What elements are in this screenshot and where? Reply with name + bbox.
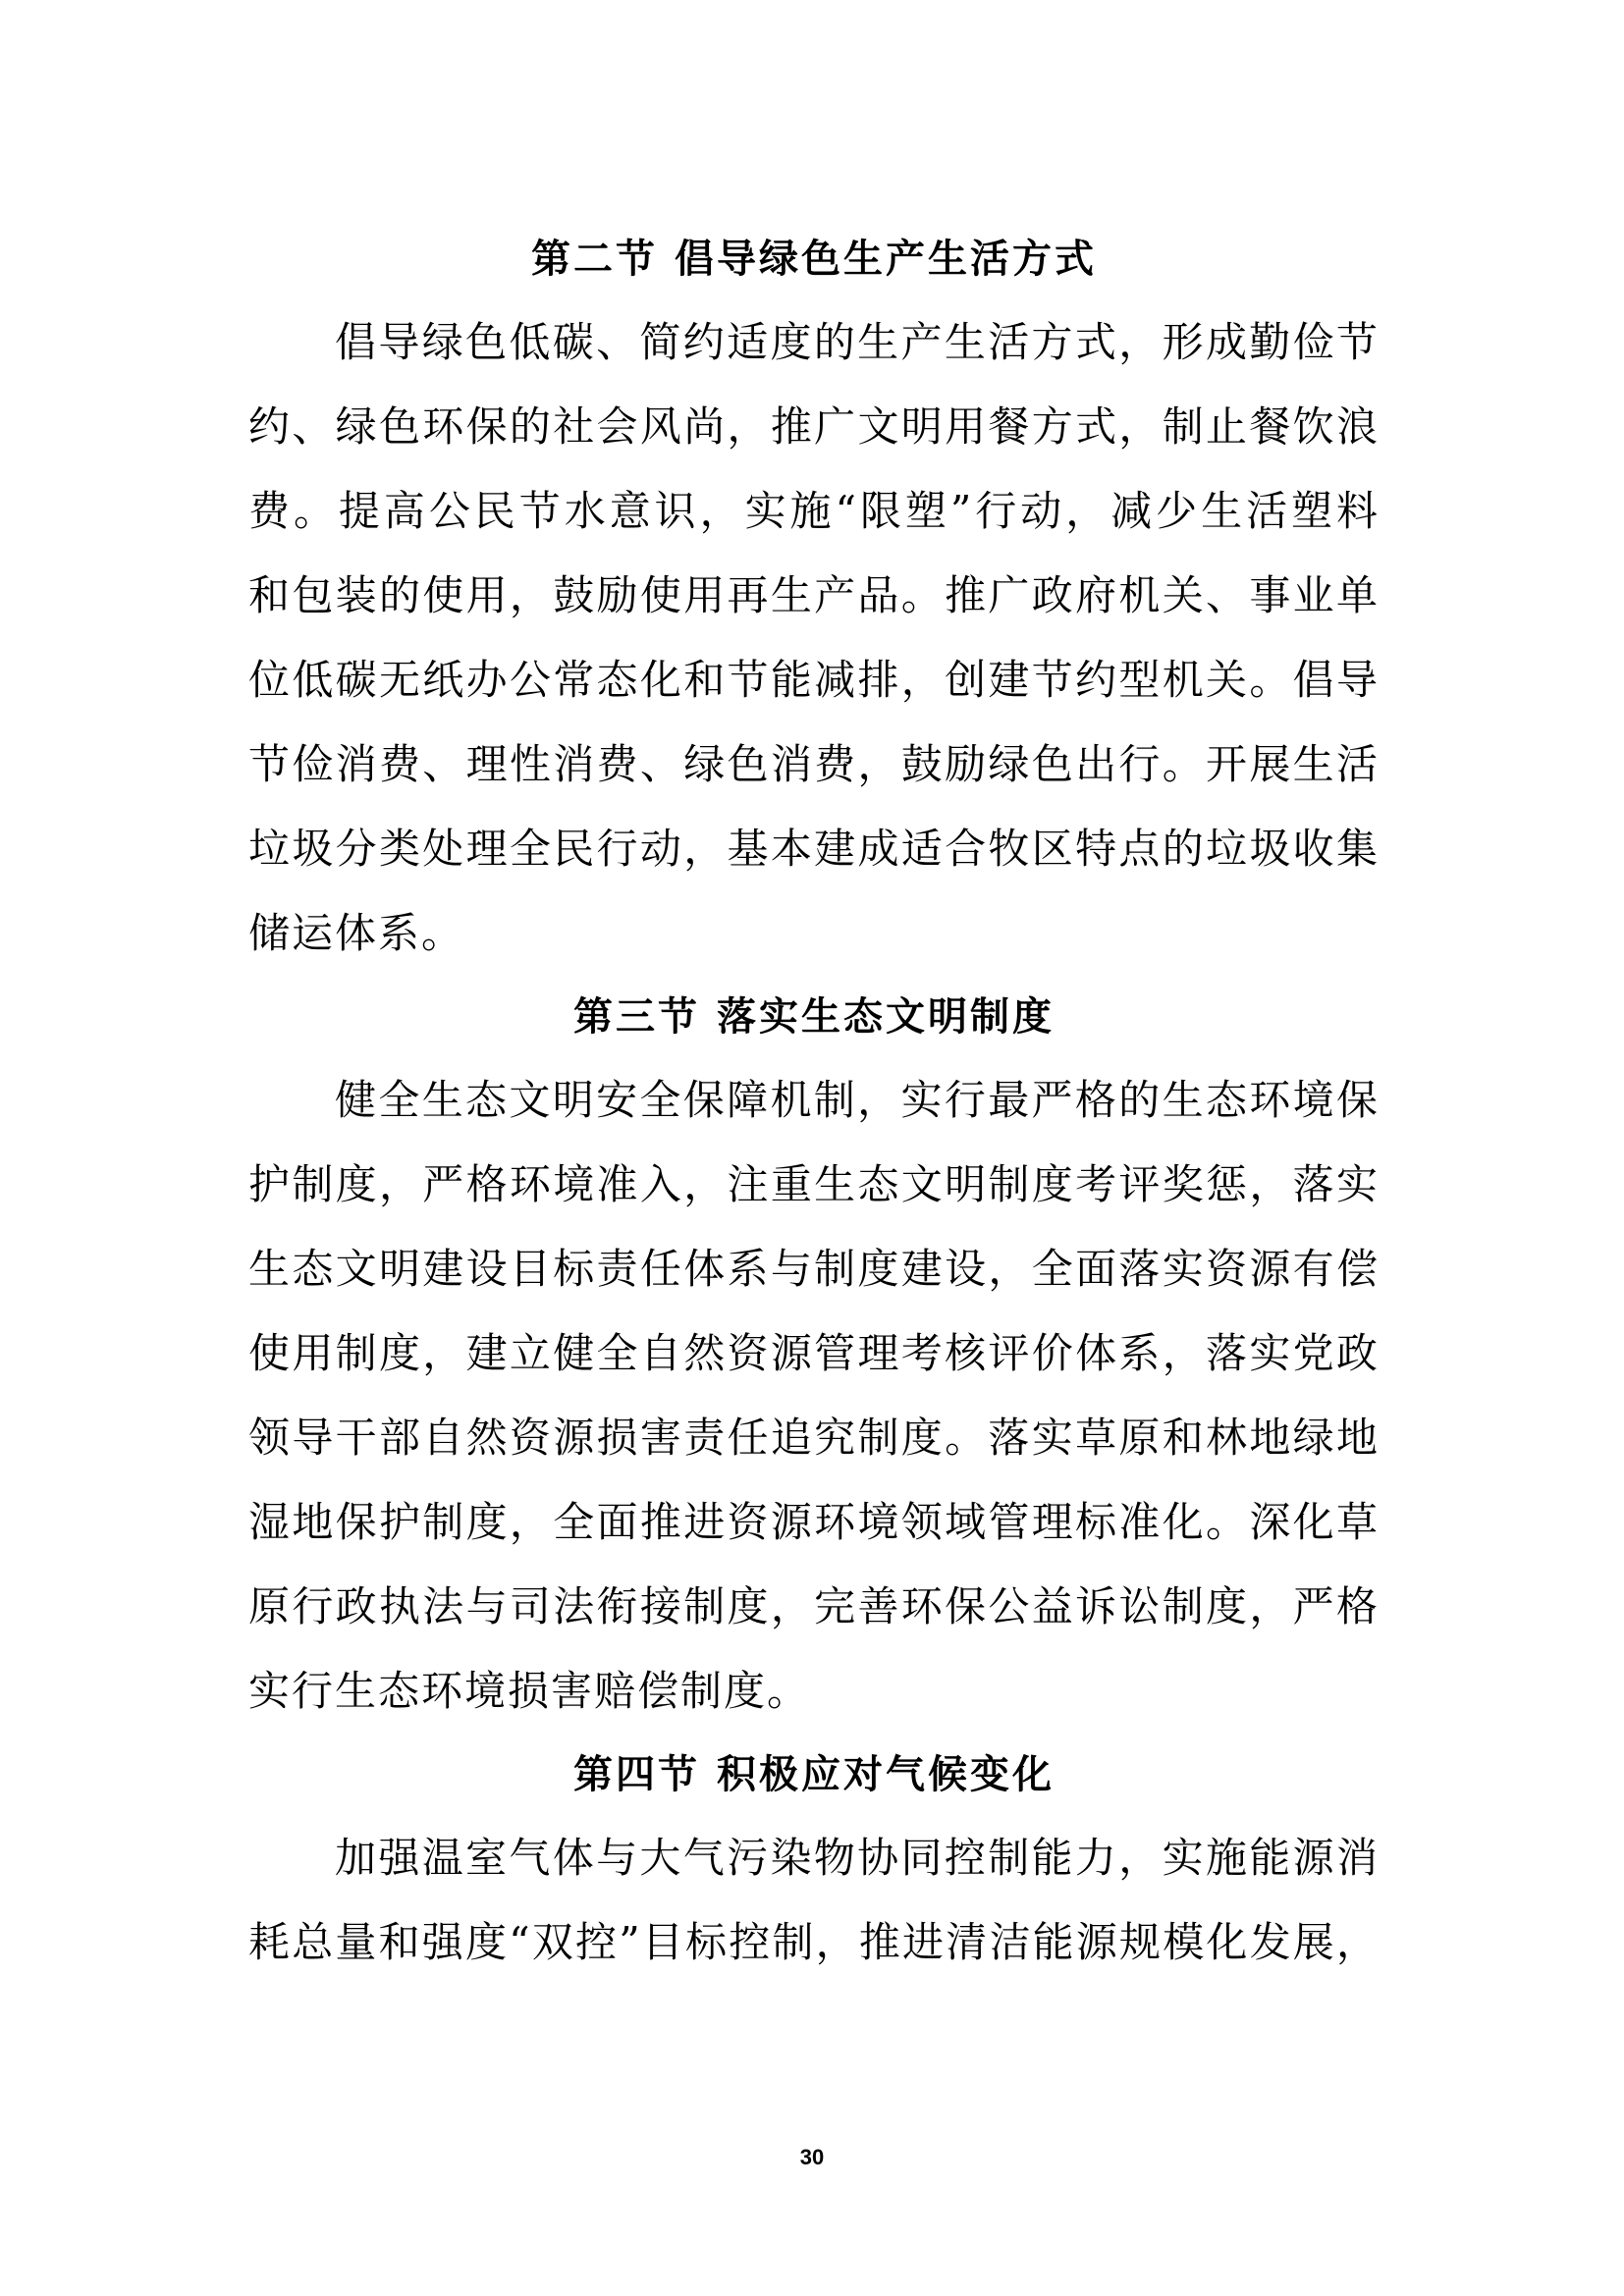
- paragraph-climate-change: [248, 1816, 1380, 1985]
- text-line: 耗总量和强度“双控”目标控制，推进清洁能源规模化发展，: [248, 1918, 1380, 1966]
- text-line: 生态文明建设目标责任体系与制度建设，全面落实资源有偿: [248, 1245, 1380, 1293]
- text-line: 使用制度，建立健全自然资源管理考核评价体系，落实党政: [248, 1329, 1380, 1377]
- text-line: 约、绿色环保的社会风尚，推广文明用餐方式，制止餐饮浪: [248, 402, 1380, 451]
- text-line: 垃圾分类处理全民行动，基本建成适合牧区特点的垃圾收集: [248, 825, 1380, 873]
- paragraph-green-lifestyle: [248, 300, 1380, 976]
- text-line: 护制度，严格环境准入，注重生态文明制度考评奖惩，落实: [248, 1160, 1380, 1208]
- text-line: 健全生态文明安全保障机制，实行最严格的生态环境保: [335, 1076, 1380, 1124]
- text-line: 和包装的使用，鼓励使用再生产品。推广政府机关、事业单: [248, 571, 1380, 619]
- text-line: 湿地保护制度，全面推进资源环境领域管理标准化。深化草: [248, 1498, 1380, 1546]
- text-line: 实行生态环境损害赔偿制度。: [248, 1667, 811, 1715]
- text-line: 储运体系。: [248, 909, 465, 957]
- section-heading-4: 第四节 积极应对气候变化: [573, 1752, 1055, 1797]
- page-number: 30: [799, 2145, 825, 2169]
- page-content: [248, 218, 1380, 1985]
- section-heading-2: 第二节 倡导绿色生产生活方式: [531, 237, 1097, 282]
- text-line: 原行政执法与司法衔接制度，完善环保公益诉讼制度，严格: [248, 1582, 1380, 1630]
- section-heading-3: 第三节 落实生态文明制度: [573, 994, 1055, 1040]
- paragraph-eco-system: [248, 1058, 1380, 1734]
- text-line: 领导干部自然资源损害责任追究制度。落实草原和林地绿地: [248, 1414, 1380, 1462]
- text-line: 位低碳无纸办公常态化和节能减排，创建节约型机关。倡导: [248, 656, 1380, 704]
- text-line: 费。提高公民节水意识，实施“限塑”行动，减少生活塑料: [248, 487, 1380, 535]
- text-line: 加强温室气体与大气污染物协同控制能力，实施能源消: [335, 1834, 1380, 1882]
- text-line: 节俭消费、理性消费、绿色消费，鼓励绿色出行。开展生活: [248, 740, 1380, 788]
- text-line: 倡导绿色低碳、简约适度的生产生活方式，形成勤俭节: [335, 318, 1380, 366]
